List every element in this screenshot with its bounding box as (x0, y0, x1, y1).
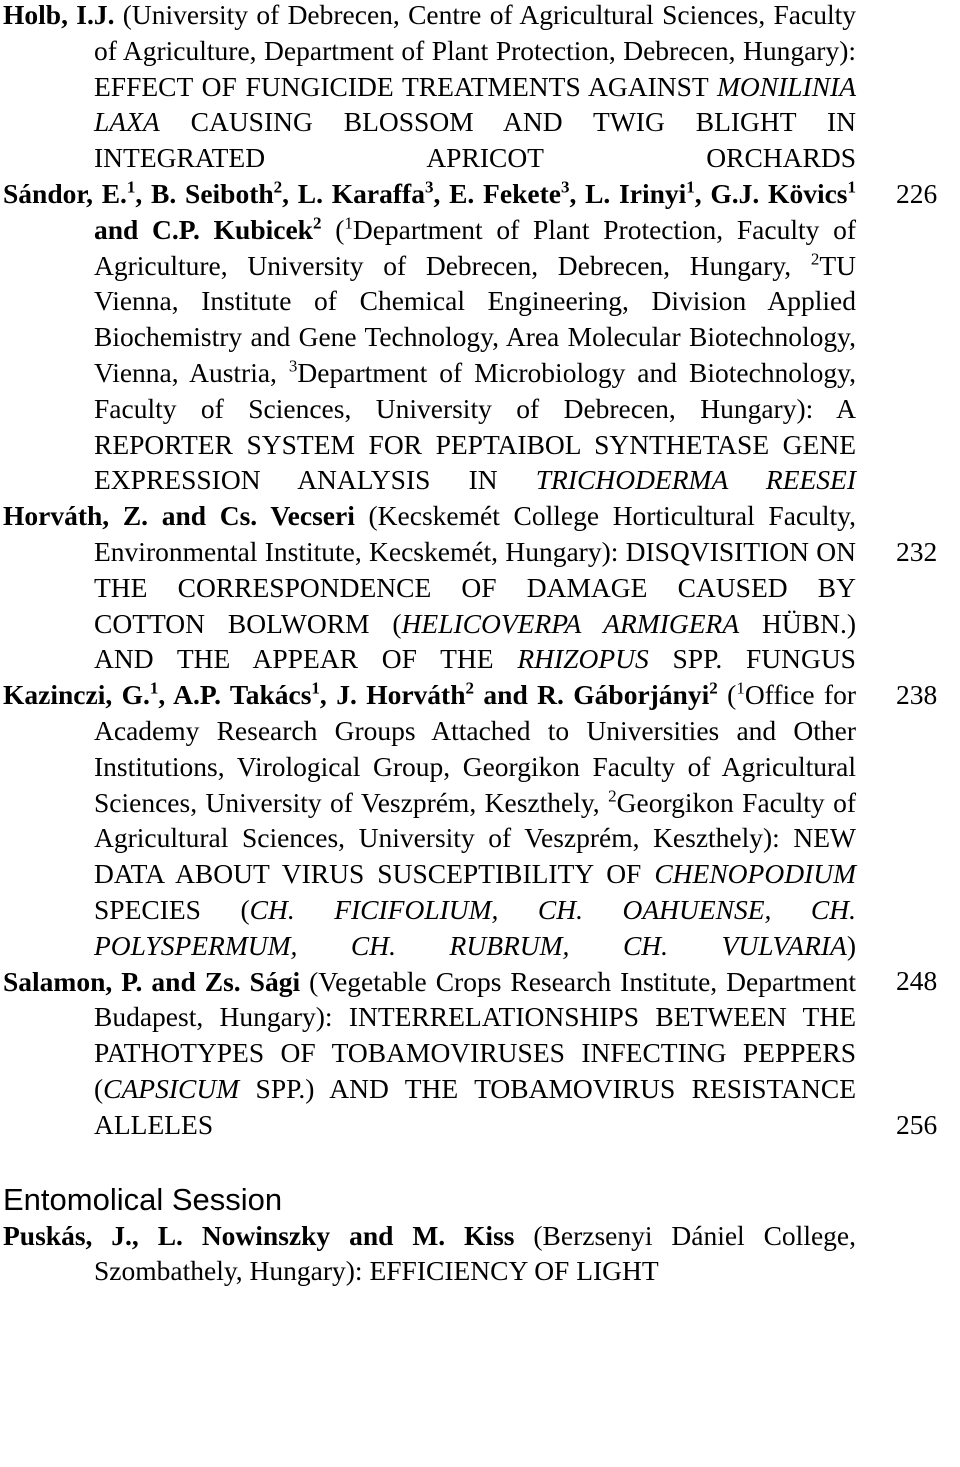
page-number: 238 (896, 679, 938, 711)
entry-text: (Vegetable Crops Research Institute, Department Budapest, Hungary): INTERRELATIONSHIPS BETWEEN THE PATHOTYPES OF TOBAMOVIRUSES INFECTING PEPPERS ( (94, 965, 856, 1104)
page-number: 248 (896, 965, 938, 997)
page-number: 232 (896, 535, 938, 567)
contents-entry-holb (0, 0, 960, 209)
entry-italic: CAPSICUM (103, 1072, 240, 1104)
entry-text: CAUSING BLOSSOM AND TWIG BLIGHT IN INTEGRATED APRICOT ORCHARDS (94, 106, 856, 174)
entry-text: (Berzsenyi Dániel College, Szombathely, Hungary): EFFICIENCY OF LIGHT (94, 1219, 856, 1287)
entry-italic: MONILINIA LAXA (94, 70, 856, 138)
entry-and: and (142, 965, 205, 997)
entry-authors: M. Kiss (412, 1219, 515, 1251)
entry-authors: Holb, I.J. (3, 0, 115, 30)
entry-authors: Puskás, J., L. Nowinszky (3, 1219, 331, 1251)
entry-authors: Zs. Sági (204, 965, 301, 997)
entry-text: (University of Debrecen, Centre of Agricultural Sciences, Faculty of Agriculture, Department of Plant Protection, Debrecen, Hungary): EFFECT OF FUNGICIDE TREATMENTS AGAINST (94, 0, 856, 102)
entry-italic: TRICHODERMA REESEI (535, 464, 856, 496)
entry-authors: Cs. Vecseri (219, 500, 355, 532)
entry-italic: RHIZOPUS (517, 643, 649, 675)
page-number: 256 (896, 1108, 938, 1140)
entry-authors: Sándor, E.$^1$, B. Seiboth$^2$, L. Karaffa$^3$, E. Fekete$^3$, L. Irinyi$^1$, G.J. Kövics$^1$ and C.P. Kubicek$^2$ (3, 177, 856, 245)
entry-text: SPP.) AND THE TOBAMOVIRUS RESISTANCE ALLELES (94, 1072, 856, 1140)
entry-italic: HELICOVERPA ARMIGERA (401, 607, 740, 639)
page-number: 226 (896, 178, 938, 209)
entry-authors: Kazinczi, G.$^1$, A.P. Takács$^1$, J. Horváth$^2$ and R. Gáborjányi$^2$ (3, 678, 718, 711)
entry-text: ) (846, 929, 856, 961)
entry-authors: Horváth, Z. (3, 500, 149, 532)
entry-text: SPP. FUNGUS (648, 643, 856, 675)
entry-text: HÜBN.) AND THE APPEAR OF THE (94, 607, 856, 675)
contents-entry-salamon (0, 964, 960, 1143)
entry-text: (Kecskemét College Horticultural Faculty, Environmental Institute, Kecskemét, Hungary): DISQVISITION ON THE CORRESPONDENCE OF DAMAGE CAUSED BY COTTON BOLWORM ( (94, 500, 856, 639)
entry-italic: CHENOPODIUM (654, 858, 856, 890)
entry-text: SPECIES ( (94, 893, 250, 925)
entry-italic: CH. FICIFOLIUM, CH. OAHUENSE, CH. POLYSPERMUM, CH. RUBRUM, CH. VULVARIA (94, 893, 856, 961)
entry-authors: Salamon, P. (3, 965, 143, 997)
contents-entry-kazinczi: Kazinczi, G.$^1$, A.P. Takács$^1$, J. Horváth$^2$ and R. Gáborjányi$^2$ ($^1$Office for Academy Research Groups Attached to Universities and Other Institutions, Virological Group, Georgikon Faculty of Agricultural Sciences, University of Veszprém, Keszthely, $^2$Georgikon Faculty of Agricultural Sciences, University of Veszprém, Keszthely): NEW DATA ABOUT VIRUS SUSCEPTIBILITY OF CHENOPODIUM SPECIES (CH. FICIFOLIUM, CH. OAHUENSE, CH. POLYSPERMUM, CH. RUBRUM, CH. VULVARIA) 248 (0, 677, 960, 963)
entry-and: and (330, 1219, 413, 1251)
entry-and: and (148, 500, 220, 532)
contents-entry-sandor: Sándor, E.$^1$, B. Seiboth$^2$, L. Karaffa$^3$, E. Fekete$^3$, L. Irinyi$^1$, G.J. Kövics$^1$ and C.P. Kubicek$^2$ ($^1$Department of Plant Protection, Faculty of Agriculture, University of Debrecen, Debrecen, Hungary, $^2$TU Vienna, Institute of Chemical Engineering, Division Applied Biochemistry and Gene Technology, Area Molecular Biotechnology, Vienna, Austria, $^3$Department of Microbiology and Biotechnology, Faculty of Sciences, University of Debrecen, Hungary): A REPORTER SYSTEM FOR PEPTAIBOL SYNTHETASE GENE EXPRESSION ANALYSIS IN TRICHODERMA REESEI 232 (0, 176, 960, 498)
contents-entry-puskas (0, 1218, 960, 1290)
session-heading: Entomolical Session (3, 1181, 283, 1217)
